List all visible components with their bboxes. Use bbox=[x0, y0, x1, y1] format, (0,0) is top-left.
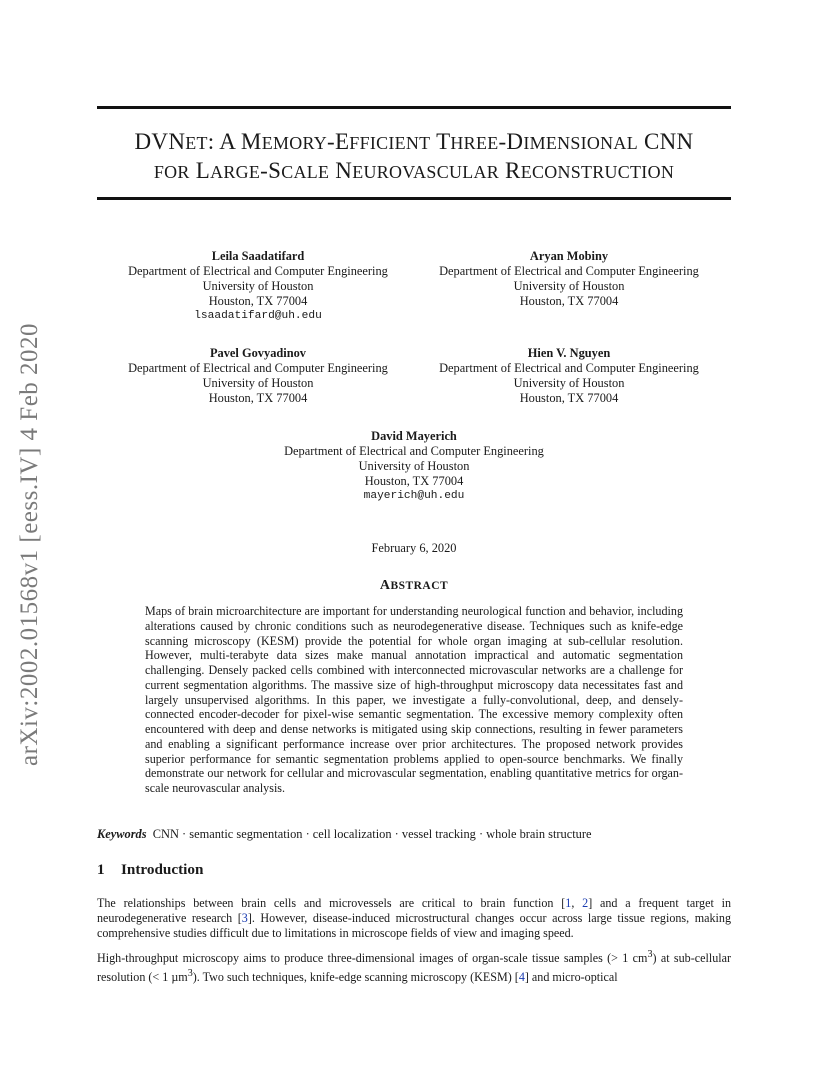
intro-paragraph-2: High-throughput microscopy aims to produce three-dimensional images of organ-scale tissue samples (> 1 $cm^3$) at sub-cellular resolution (< 1 µm$^3$). Two such techniques, knife-edge scanning microscopy (KESM) [4] and micro-optical bbox=[97, 949, 732, 985]
section-heading bbox=[97, 861, 203, 879]
author-university: University of Houston bbox=[202, 376, 314, 390]
citation-link[interactable]: 3 bbox=[241, 911, 248, 925]
arxiv-identifier: arXiv:2002.01568v1 [eess.IV] 4 Feb 2020 bbox=[16, 322, 43, 766]
author-department: Department of Electrical and Computer Engineering bbox=[128, 361, 388, 375]
author-city: Houston, TX 77004 bbox=[208, 294, 308, 308]
author-department: Department of Electrical and Computer Engineering bbox=[128, 264, 388, 278]
author-name: Aryan Mobiny bbox=[529, 249, 609, 263]
citation-link[interactable]: 1 bbox=[565, 896, 572, 910]
abstract-heading: ABSTRACT bbox=[379, 578, 449, 593]
author-department: Department of Electrical and Computer Engineering bbox=[439, 361, 699, 375]
keywords-label: Keywords bbox=[97, 827, 147, 841]
paper-title-line-1: DVNET: A MEMORY-EFFICIENT THREE-DIMENSIONAL CNN bbox=[134, 129, 694, 154]
author-name: Pavel Govyadinov bbox=[209, 346, 307, 360]
author-university: University of Houston bbox=[513, 376, 625, 390]
author-name: Leila Saadatifard bbox=[211, 249, 305, 263]
author-city: Houston, TX 77004 bbox=[208, 391, 308, 405]
author-university: University of Houston bbox=[358, 459, 470, 473]
author-department: Department of Electrical and Computer Engineering bbox=[439, 264, 699, 278]
citation-link[interactable]: 2 bbox=[582, 896, 589, 910]
author-university: University of Houston bbox=[513, 279, 625, 293]
keywords-line bbox=[97, 827, 731, 842]
author-city: Houston, TX 77004 bbox=[364, 474, 464, 488]
author-department: Department of Electrical and Computer Engineering bbox=[284, 444, 544, 458]
author-block bbox=[409, 346, 729, 406]
author-name: David Mayerich bbox=[371, 429, 457, 443]
author-email[interactable]: lsaadatifard@uh.edu bbox=[194, 310, 322, 322]
citation-link[interactable]: 4 bbox=[518, 970, 525, 985]
author-block bbox=[98, 346, 418, 406]
title-bottom-rule bbox=[97, 197, 731, 200]
author-city: Houston, TX 77004 bbox=[519, 294, 619, 308]
author-block bbox=[98, 249, 418, 324]
paper-title-line-2: FOR LARGE-SCALE NEUROVASCULAR RECONSTRUCTION bbox=[153, 158, 675, 183]
author-name: Hien V. Nguyen bbox=[527, 346, 611, 360]
author-email[interactable]: mayerich@uh.edu bbox=[363, 490, 465, 502]
section-title: Introduction bbox=[121, 861, 204, 878]
author-block bbox=[409, 249, 729, 309]
abstract-text: Maps of brain microarchitecture are important for understanding neurological function and behavior, including alterations caused by chronic conditions such as neurodegenerative disease. Techniques such as knife-edge scanning microscopy (KESM) provide the potential for whole organ imaging at sub-cellular resolution. However, multi-terabyte data sizes make manual annotation impractical and automatic segmentation challenging. Densely packed cells combined with interconnected microvascular networks are a challenge for current segmentation algorithms. The massive size of high-throughput microscopy data necessitates fast and largely unsupervised algorithms. In this paper, we investigate a fully-convolutional, deep, and densely-connected encoder-decoder for pixel-wise semantic segmentation. The excessive memory complexity often encountered with deep and dense networks is mitigated using skip connections, resulting in fewer parameters and enabling a significant performance increase over prior architectures. The proposed network provides superior performance for semantic segmentation problems applied to open-source benchmarks. We finally demonstrate our network for cellular and microvascular segmentation, enabling quantitative metrics for organ-scale neurovascular analysis. bbox=[145, 604, 683, 795]
author-city: Houston, TX 77004 bbox=[519, 391, 619, 405]
author-university: University of Houston bbox=[202, 279, 314, 293]
title-top-rule bbox=[97, 106, 731, 109]
publication-date: February 6, 2020 bbox=[371, 541, 457, 555]
author-block bbox=[254, 429, 574, 504]
intro-paragraph-1: The relationships between brain cells and microvessels are critical to brain function [1, 2] and a frequent target in neurodegenerative research [3]. However, disease-induced microstructural changes occur across large tissue regions, making comprehensive studies difficult due to limitations in microscope fields of view and imaging speed. bbox=[97, 896, 732, 940]
section-number: 1 bbox=[97, 861, 105, 878]
keywords-list: CNN · semantic segmentation · cell localization · vessel tracking · whole brain structure bbox=[152, 827, 592, 841]
